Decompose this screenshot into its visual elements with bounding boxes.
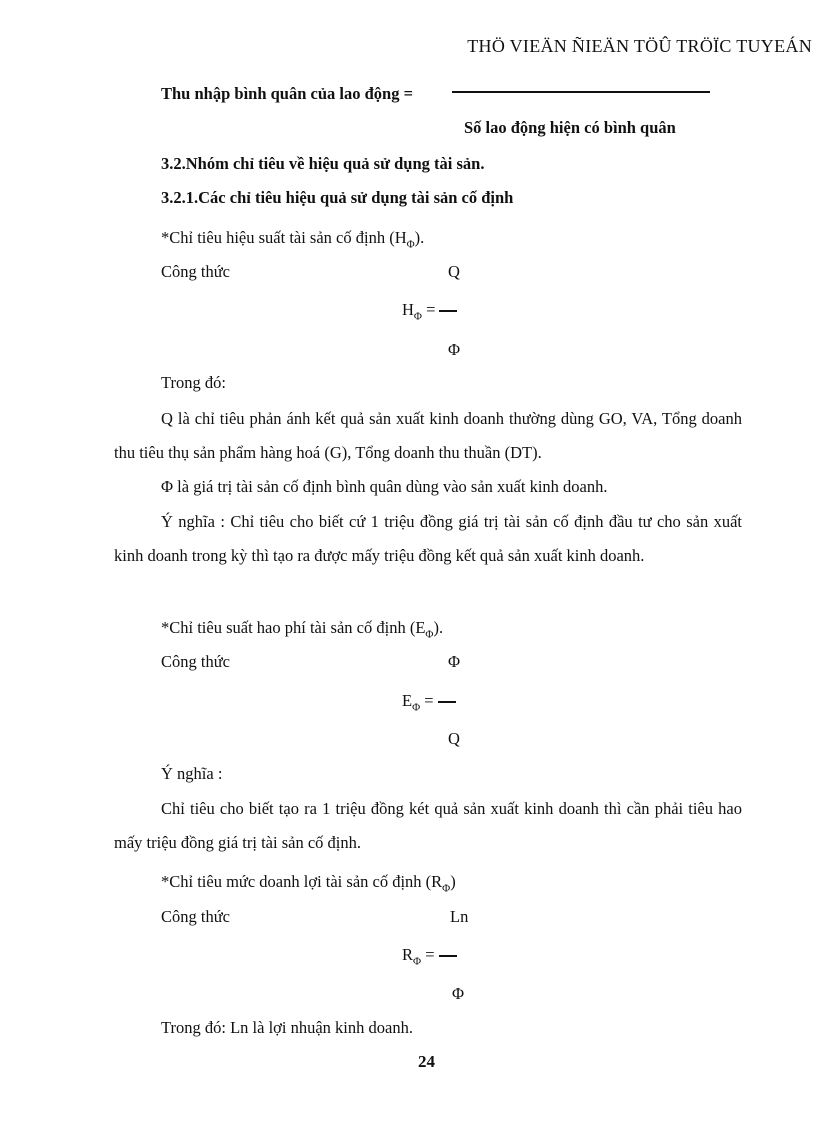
section-heading: 3.2.Nhóm chỉ tiêu về hiệu quả sử dụng tài sản. bbox=[161, 154, 485, 173]
fraction-bar bbox=[438, 701, 456, 703]
e-phi-title: *Chỉ tiêu suất hao phí tài sản cố định $(E_\Phi)$. bbox=[161, 618, 444, 641]
page-number: 24 bbox=[418, 1052, 435, 1071]
fraction-bar bbox=[439, 955, 457, 957]
formula-numerator: Q bbox=[448, 262, 460, 281]
labor-income-label: Thu nhập bình quân của lao động = bbox=[161, 84, 413, 103]
phi-description: Φ là giá trị tài sản cố định bình quân dùng vào sản xuất kinh doanh. bbox=[161, 477, 608, 496]
where-label: Trong đó: bbox=[161, 373, 226, 392]
formula-lhs: $H_\Phi$ = bbox=[402, 300, 457, 322]
formula-lhs: $E_\Phi$ = bbox=[402, 691, 456, 713]
formula-lhs: $R_\Phi$ = bbox=[402, 945, 457, 967]
formula-denominator: Φ bbox=[448, 340, 461, 359]
formula-label: Công thức bbox=[161, 652, 230, 671]
page-header: THÖ VIEÄN ÑIEÄN TÖÛ TRÖÏC TUYEÁN bbox=[467, 36, 812, 56]
h-phi-title: *Chỉ tiêu hiệu suất tài sản cố định $(H_\Phi)$. bbox=[161, 228, 425, 251]
meaning-paragraph: Chỉ tiêu cho biết tạo ra 1 triệu đồng két quả sản xuất kinh doanh thì cần phải tiêu hao mấy triệu đồng giá trị tài sản cố định. bbox=[114, 799, 742, 852]
fraction-bar bbox=[439, 310, 457, 312]
where-ln: Trong đó: Ln là lợi nhuận kinh doanh. bbox=[161, 1018, 413, 1037]
meaning-paragraph: Ý nghĩa : Chỉ tiêu cho biết cứ 1 triệu đồng giá trị tài sản cố định đầu tư cho sản xuất kinh doanh trong kỳ thì tạo ra được mấy triệu đồng kết quả sản xuất kinh doanh. bbox=[114, 512, 742, 565]
q-description: Q là chỉ tiêu phản ánh kết quả sản xuất kinh doanh thường dùng GO, VA, Tổng doanh thu tiêu thụ sản phẩm hàng hoá (G), Tổng doanh thu thuần (DT). bbox=[114, 409, 742, 462]
formula-label: Công thức bbox=[161, 907, 230, 926]
fraction-bar bbox=[452, 91, 710, 93]
formula-label: Công thức bbox=[161, 262, 230, 281]
formula-numerator: Ln bbox=[450, 907, 469, 926]
formula-denominator: Q bbox=[448, 729, 460, 748]
labor-income-denominator: Số lao động hiện có bình quân bbox=[464, 118, 676, 137]
formula-numerator: Φ bbox=[448, 652, 461, 671]
formula-denominator: Φ bbox=[452, 984, 465, 1003]
meaning-label: Ý nghĩa : bbox=[161, 764, 223, 783]
subsection-heading: 3.2.1.Các chỉ tiêu hiệu quả sử dụng tài sản cố định bbox=[161, 188, 514, 207]
r-phi-title: *Chỉ tiêu mức doanh lợi tài sản cố định $(R_\Phi)$ bbox=[161, 872, 456, 895]
